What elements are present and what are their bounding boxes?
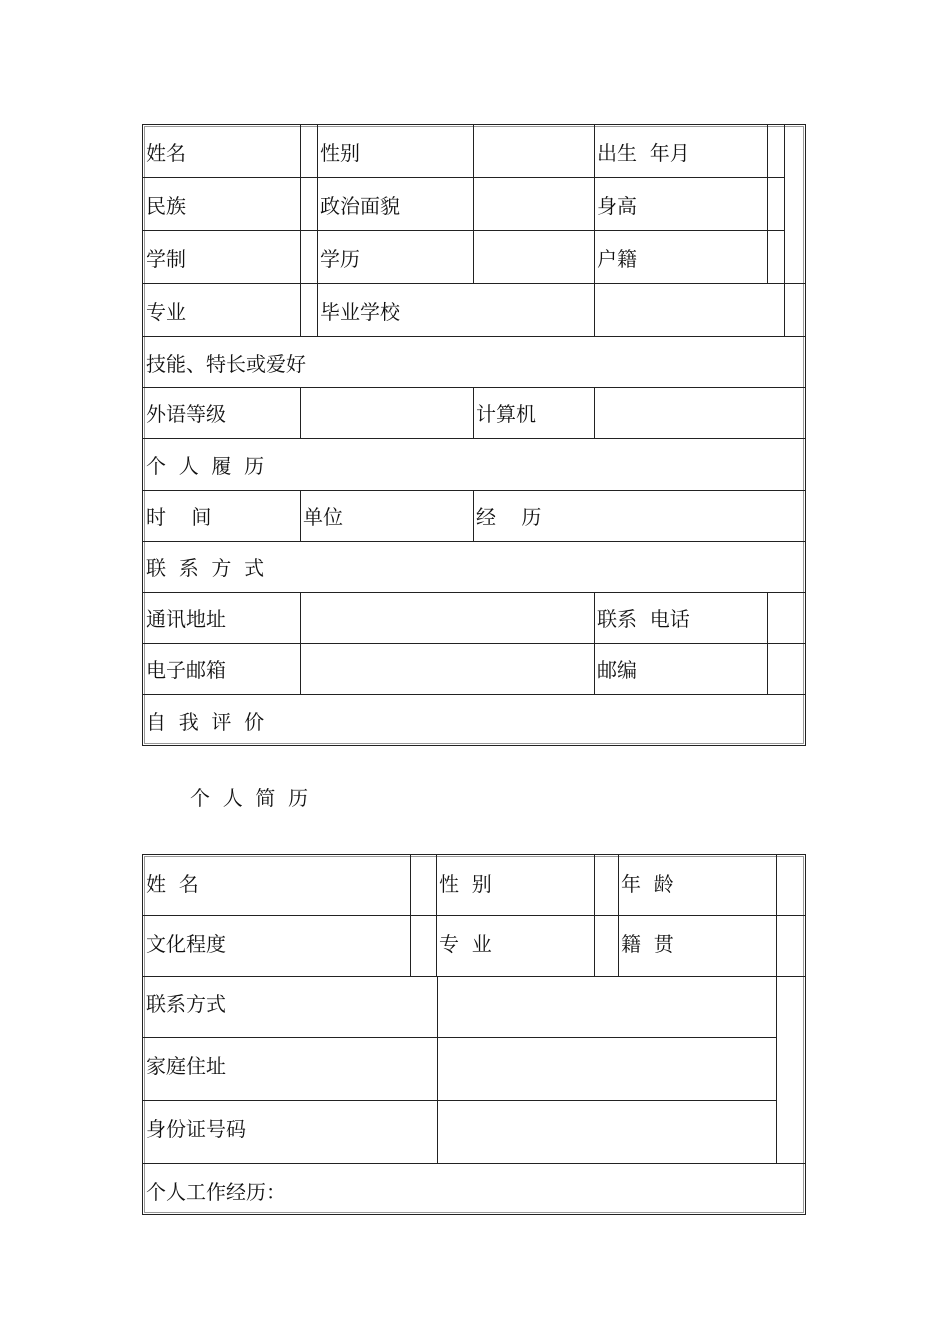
foreign-language-label: 外语等级 <box>146 402 226 426</box>
section-2-title: 个 人 简 历 <box>190 786 309 810</box>
height-label: 身高 <box>597 194 637 218</box>
time-label: 时 间 <box>146 505 212 529</box>
row-divider <box>142 490 806 491</box>
birth-date-label: 出生 年月 <box>597 141 690 165</box>
education-level-label: 文化程度 <box>146 932 226 956</box>
column-divider <box>473 387 474 438</box>
experience-label: 经 历 <box>476 505 542 529</box>
column-divider <box>300 592 301 694</box>
contact-section-header: 联 系 方 式 <box>146 556 265 580</box>
id-number-label: 身份证号码 <box>146 1117 246 1141</box>
column-divider <box>473 490 474 541</box>
age-label: 年 龄 <box>621 872 674 896</box>
ethnicity-label: 民族 <box>146 194 186 218</box>
column-divider <box>473 124 474 283</box>
home-address-label: 家庭住址 <box>146 1054 226 1078</box>
computer-skill-label: 计算机 <box>476 402 536 426</box>
unit-label: 单位 <box>303 505 343 529</box>
work-history-label: 个人工作经历： <box>146 1180 286 1204</box>
contact-label: 联系方式 <box>146 992 226 1016</box>
column-divider <box>317 124 318 336</box>
row-divider <box>142 1163 806 1164</box>
row-divider <box>142 643 806 644</box>
gender-label: 性 别 <box>439 872 492 896</box>
row-divider <box>142 387 806 388</box>
major-label: 专 业 <box>439 932 492 956</box>
form-1-inner-border <box>144 126 804 744</box>
column-divider <box>776 854 777 1163</box>
address-label: 通讯地址 <box>146 607 226 631</box>
row-divider <box>142 336 806 337</box>
row-divider <box>142 438 806 439</box>
column-divider <box>618 854 619 976</box>
row-divider <box>142 976 806 977</box>
column-divider <box>300 490 301 541</box>
column-divider <box>594 124 595 336</box>
column-divider <box>410 854 411 976</box>
column-divider <box>300 124 301 336</box>
phone-label: 联系 电话 <box>597 607 690 631</box>
major-label: 专业 <box>146 300 186 324</box>
column-divider <box>594 387 595 438</box>
form-2-inner-border <box>144 856 804 1213</box>
resume-section-header: 个 人 履 历 <box>146 454 265 478</box>
resume-form-2 <box>142 854 806 1215</box>
name-label: 姓名 <box>146 141 186 165</box>
education-label: 学历 <box>320 247 360 271</box>
row-divider <box>142 177 784 178</box>
row-divider <box>142 1037 776 1038</box>
name-label: 姓 名 <box>146 872 199 896</box>
column-divider <box>784 124 785 336</box>
column-divider <box>594 854 595 976</box>
row-divider <box>142 1100 776 1101</box>
row-divider <box>142 230 784 231</box>
row-divider <box>142 283 806 284</box>
email-label: 电子邮箱 <box>146 658 226 682</box>
column-divider <box>300 387 301 438</box>
column-divider <box>767 124 768 283</box>
household-register-label: 户籍 <box>597 247 637 271</box>
column-divider <box>594 592 595 694</box>
gender-label: 性别 <box>320 141 360 165</box>
schooling-label: 学制 <box>146 247 186 271</box>
column-divider <box>436 854 437 976</box>
native-place-label: 籍 贯 <box>621 932 674 956</box>
skills-label: 技能、特长或爱好 <box>146 352 306 376</box>
political-status-label: 政治面貌 <box>320 194 400 218</box>
row-divider <box>142 541 806 542</box>
row-divider <box>142 592 806 593</box>
column-divider <box>437 976 438 1163</box>
self-evaluation-label: 自 我 评 价 <box>146 710 265 734</box>
graduate-school-label: 毕业学校 <box>320 300 400 324</box>
postcode-label: 邮编 <box>597 658 637 682</box>
resume-form-1 <box>142 124 806 746</box>
row-divider <box>142 915 806 916</box>
column-divider <box>767 592 768 694</box>
row-divider <box>142 694 806 695</box>
